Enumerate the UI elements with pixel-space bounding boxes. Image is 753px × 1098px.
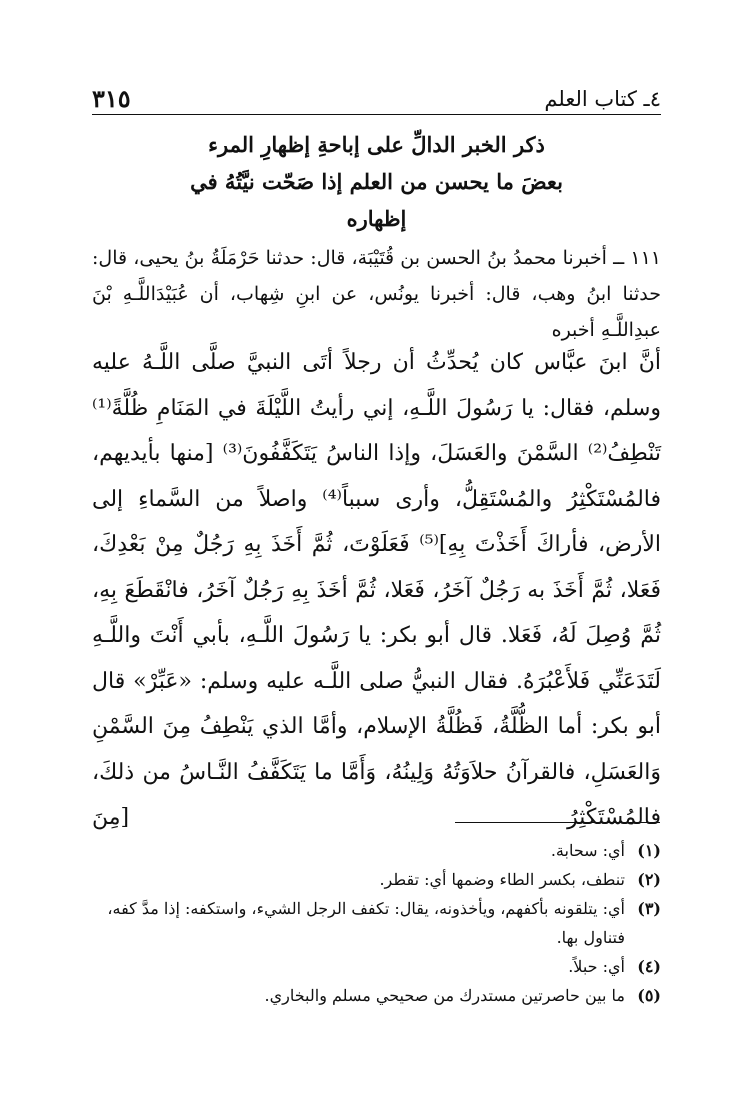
section-title: ذكر الخبر الدالِّ على إباحةِ إظهارِ المرء بعضَ ما يحسن من العلم إذا صَحّت نيَّتُهُ في إظهاره — [190, 132, 563, 231]
footnote-number: (٣) — [637, 899, 661, 918]
footnote-text: أي: سحابة. — [550, 841, 625, 860]
hadith-isnad: ١١١ ــ أخبرنا محمدُ بنُ الحسن بن قُتَيْبَة، قال: حدثنا حَرْمَلَةُ بنُ يحيى، قال: حدثنا ابنُ وهب، قال: أخبرنا يونُس، عن ابنِ شِهاب، أن عُبَيْدَاللَّـهِ بْنَ عبدِاللَّـهِ أخبره — [92, 247, 661, 341]
chapter-title: ٤ـ كتاب العلم — [544, 87, 661, 111]
footnotes — [92, 836, 661, 1010]
footnote-number: (١) — [637, 841, 661, 860]
footnote — [92, 952, 661, 981]
footnote-number: (٥) — [637, 986, 661, 1005]
footnote — [92, 865, 661, 894]
footnote-text: أي: حبلاً. — [568, 957, 625, 976]
footnote — [92, 894, 661, 952]
footnote-number: (٤) — [637, 957, 661, 976]
footnote — [92, 981, 661, 1010]
footnote-text: ما بين حاصرتين مستدرك من صحيحي مسلم والبخاري. — [264, 986, 625, 1005]
footnote — [92, 836, 661, 865]
footnote-text: تنطف، بكسر الطاء وضمها أي: تقطر. — [379, 870, 625, 889]
hadith-text: أنَّ ابنَ عبَّاس كان يُحدِّثُ أن رجلاً أتَى النبيَّ صلَّى اللَّـهُ عليه وسلم، فقال: يا رَسُولَ اللَّـهِ، إني رأيتُ اللَّيْلَةَ في المَنَامِ ظُلَّةً⁽¹⁾ تَنْطِفُ⁽²⁾ السَّمْنَ والعَسَلَ، وإذا الناسُ يَتَكَفَّفُونَ⁽³⁾ [منها بأيديهم، فالمُسْتَكْثِرُ والمُسْتَقِلُّ، وأرى سبباً⁽⁴⁾ واصلاً من السَّماءِ إلى الأرض، فأراكَ أَخَذْتَ بِهِ]⁽⁵⁾ فَعَلَوْتَ، ثُمَّ أَخَذَ بِهِ رَجُلٌ مِنْ بَعْدِكَ، فَعَلا، ثُمَّ أَخَذَ به رَجُلٌ آخَرُ، فَعَلا، ثُمَّ أخَذَ بِهِ رَجُلٌ آخَرُ، فانْقَطَعَ بِهِ، ثُمَّ وُصِلَ لَهُ، فَعَلا. قال أبو بكر: يا رَسُولَ اللَّـهِ، بأبي أَنْتَ واللَّـهِ لَتَدَعَنِّي فَلأَعْبُرَهُ. فقال النبيُّ صلى اللَّـه عليه وسلم: «عَبِّرْ» قال أبو بكر: أما الظُّلَّةُ، فَظُلَّةُ الإسلام، وأمَّا الذي يَنْطِفُ مِنَ السَّمْنِ وَالعَسَلِ، فالقرآنُ حلاَوَتُهُ وَلِينُهُ، وَأَمَّا ما يَتَكَفَّفُ النَّـاسُ من ذلكَ، فالمُسْتَكْثِرُ [مِنَ — [92, 350, 662, 830]
page-number: ٣١٥ — [92, 84, 131, 113]
footnote-divider — [455, 822, 660, 823]
footnote-text: أي: يتلقونه بأكفهم، ويأخذونه، يقال: تكفف الرجل الشيء، واستكفه: إذا مدَّ كفه، فتناول بها. — [107, 899, 625, 947]
page-header — [92, 78, 661, 115]
footnote-number: (٢) — [637, 870, 661, 889]
